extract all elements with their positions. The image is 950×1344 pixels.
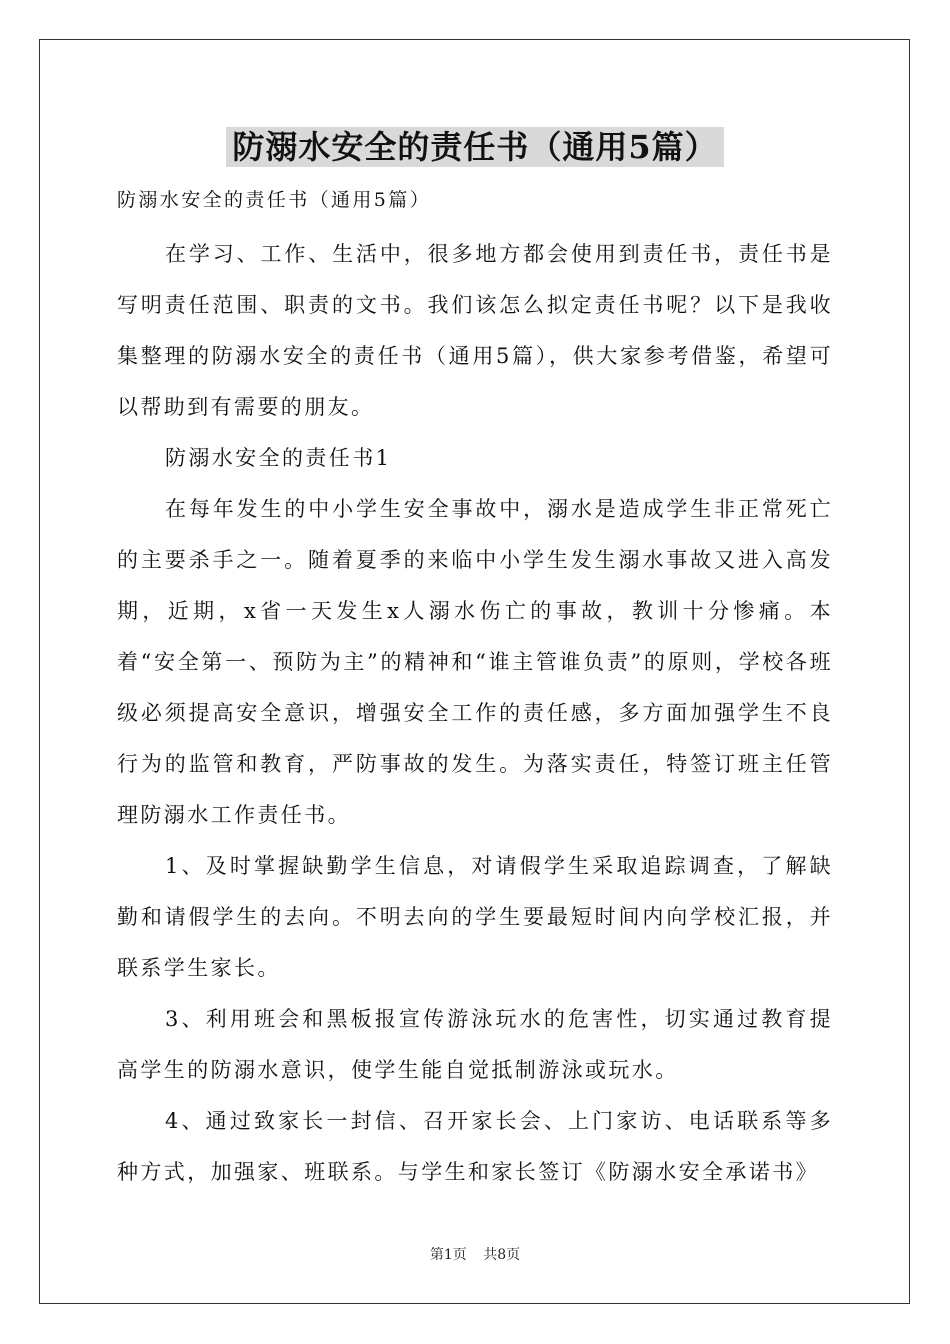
paragraph-intro: 在学习、工作、生活中，很多地方都会使用到责任书，责任书是写明责任范围、职责的文书。我们该怎么拟定责任书呢？以下是我收集整理的防溺水安全的责任书（通用5篇），供大家参考借鉴，希望可以帮助到有需要的朋友。 <box>117 242 833 419</box>
title-container <box>0 127 950 167</box>
paragraph-item-4: 4、通过致家长一封信、召开家长会、上门家访、电话联系等多种方式，加强家、班联系。与学生和家长签订《防溺水安全承诺书》 <box>117 1109 833 1184</box>
section-heading: 防溺水安全的责任书1 <box>165 446 392 470</box>
document-title: 防溺水安全的责任书（通用5篇） <box>226 127 723 167</box>
page-footer <box>0 1245 950 1265</box>
document-subtitle: 防溺水安全的责任书（通用5篇） <box>117 189 432 211</box>
document-body <box>117 180 833 1198</box>
page-total: 共8页 <box>483 1247 521 1263</box>
paragraph-item-1: 1、及时掌握缺勤学生信息，对请假学生采取追踪调查，了解缺勤和请假学生的去向。不明去向的学生要最短时间内向学校汇报，并联系学生家长。 <box>117 854 833 980</box>
paragraph-item-3: 3、利用班会和黑板报宣传游泳玩水的危害性，切实通过教育提高学生的防溺水意识，使学生能自觉抵制游泳或玩水。 <box>117 1007 833 1082</box>
paragraph-body: 在每年发生的中小学生安全事故中，溺水是造成学生非正常死亡的主要杀手之一。随着夏季的来临中小学生发生溺水事故又进入高发期，近期，x省一天发生x人溺水伤亡的事故，教训十分惨痛。本着“安全第一、预防为主”的精神和“谁主管谁负责”的原则，学校各班级必须提高安全意识，增强安全工作的责任感，多方面加强学生不良行为的监管和教育，严防事故的发生。为落实责任，特签订班主任管理防溺水工作责任书。 <box>117 497 833 827</box>
page-number: 第1页 <box>429 1247 467 1263</box>
